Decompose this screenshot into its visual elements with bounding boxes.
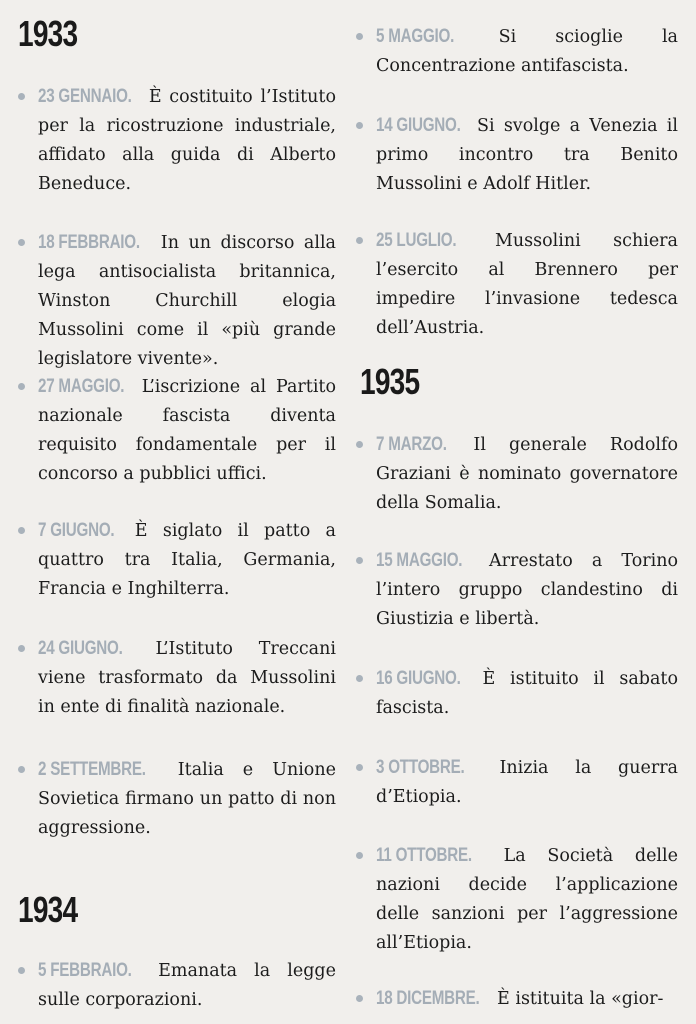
entry-date: 14 GIUGNO. — [376, 115, 461, 136]
entry-date: 27 MAGGIO. — [38, 376, 125, 397]
timeline-entry — [356, 664, 678, 723]
timeline-entry — [356, 111, 678, 199]
bullet-icon — [18, 239, 25, 246]
timeline-entry — [18, 755, 336, 843]
bullet-icon — [356, 852, 363, 859]
entry-text: Arrestato a Torino l’intero gruppo clandestino di Giustizia e libertà. — [376, 551, 678, 629]
timeline-entry — [356, 546, 678, 634]
entry-date: 15 MAGGIO. — [376, 550, 463, 571]
timeline-entry — [356, 841, 678, 958]
entry-text: L’iscrizione al Partito nazionale fascista diventa requisito fondamentale per il concorso a pubblici uffici. — [38, 377, 336, 484]
bullet-icon — [356, 122, 363, 129]
year-heading-1935: 1935 — [360, 361, 420, 402]
entry-date: 3 OTTOBRE. — [376, 757, 465, 778]
entry-date: 24 GIUGNO. — [38, 638, 123, 659]
entry-date: 2 SETTEMBRE. — [38, 759, 146, 780]
entry-text: Inizia la guerra d’Etiopia. — [376, 758, 678, 807]
bullet-icon — [356, 557, 363, 564]
entry-text: È costituito l’Istituto per la ricostruzione industriale, affidato alla guida di Alberto Beneduce. — [38, 87, 336, 194]
bullet-icon — [356, 675, 363, 682]
bullet-icon — [356, 995, 363, 1002]
year-heading-1934: 1934 — [18, 889, 78, 930]
entry-text: È istituita la «gior- — [497, 989, 664, 1009]
year-heading-1933: 1933 — [18, 13, 78, 54]
entry-text: Si scioglie la Concentrazione antifascista. — [376, 27, 678, 76]
bullet-icon — [18, 93, 25, 100]
entry-date: 5 MAGGIO. — [376, 26, 455, 47]
timeline-entry — [18, 634, 336, 722]
timeline-entry — [356, 22, 678, 81]
bullet-icon — [18, 383, 25, 390]
bullet-icon — [18, 645, 25, 652]
entry-text: La Società delle nazioni decide l’applicazione delle sanzioni per l’aggressione all’Etiopia. — [376, 846, 678, 953]
entry-date: 23 GENNAIO. — [38, 86, 132, 107]
entry-text: Emanata la legge sulle corporazioni. — [38, 961, 336, 1010]
entry-date: 16 GIUGNO. — [376, 668, 461, 689]
entry-date: 18 DICEMBRE. — [376, 988, 480, 1009]
entry-date: 7 GIUGNO. — [38, 520, 115, 541]
entry-text: Mussolini schiera l’esercito al Brennero per impedire l’invasione tedesca dell’Austria. — [376, 231, 678, 338]
timeline-entry — [18, 82, 336, 199]
entry-text: È siglato il patto a quattro tra Italia, Germania, Francia e Inghilterra. — [38, 521, 336, 599]
bullet-icon — [18, 766, 25, 773]
timeline-entry — [356, 226, 678, 343]
bullet-icon — [18, 527, 25, 534]
entry-text: Si svolge a Venezia il primo incontro tra Benito Mussolini e Adolf Hitler. — [376, 116, 678, 194]
bullet-icon — [356, 33, 363, 40]
bullet-icon — [356, 237, 363, 244]
entry-date: 7 MARZO. — [376, 434, 447, 455]
timeline-entry — [356, 430, 678, 518]
bullet-icon — [356, 764, 363, 771]
timeline-entry — [18, 516, 336, 604]
timeline-entry — [18, 372, 336, 489]
entry-text: È istituito il sabato fascista. — [376, 669, 678, 718]
entry-date: 11 OTTOBRE. — [376, 845, 472, 866]
bullet-icon — [356, 441, 363, 448]
entry-date: 25 LUGLIO. — [376, 230, 457, 251]
timeline-entry — [356, 984, 678, 1014]
entry-text: In un discorso alla lega antisocialista britannica, Winston Churchill elogia Mussolini come il «più grande legislatore vivente». — [38, 233, 336, 369]
timeline-entry — [18, 956, 336, 1015]
timeline-entry — [356, 753, 678, 812]
entry-date: 5 FEBBRAIO. — [38, 960, 132, 981]
bullet-icon — [18, 967, 25, 974]
entry-text: L’Istituto Treccani viene trasformato da Mussolini in ente di finalità nazionale. — [38, 639, 336, 717]
entry-date: 18 FEBBRAIO. — [38, 232, 140, 253]
entry-text: Il generale Rodolfo Graziani è nominato governatore della Somalia. — [376, 435, 678, 513]
timeline-entry — [18, 228, 336, 374]
entry-text: Italia e Unione Sovietica firmano un patto di non aggressione. — [38, 760, 336, 838]
